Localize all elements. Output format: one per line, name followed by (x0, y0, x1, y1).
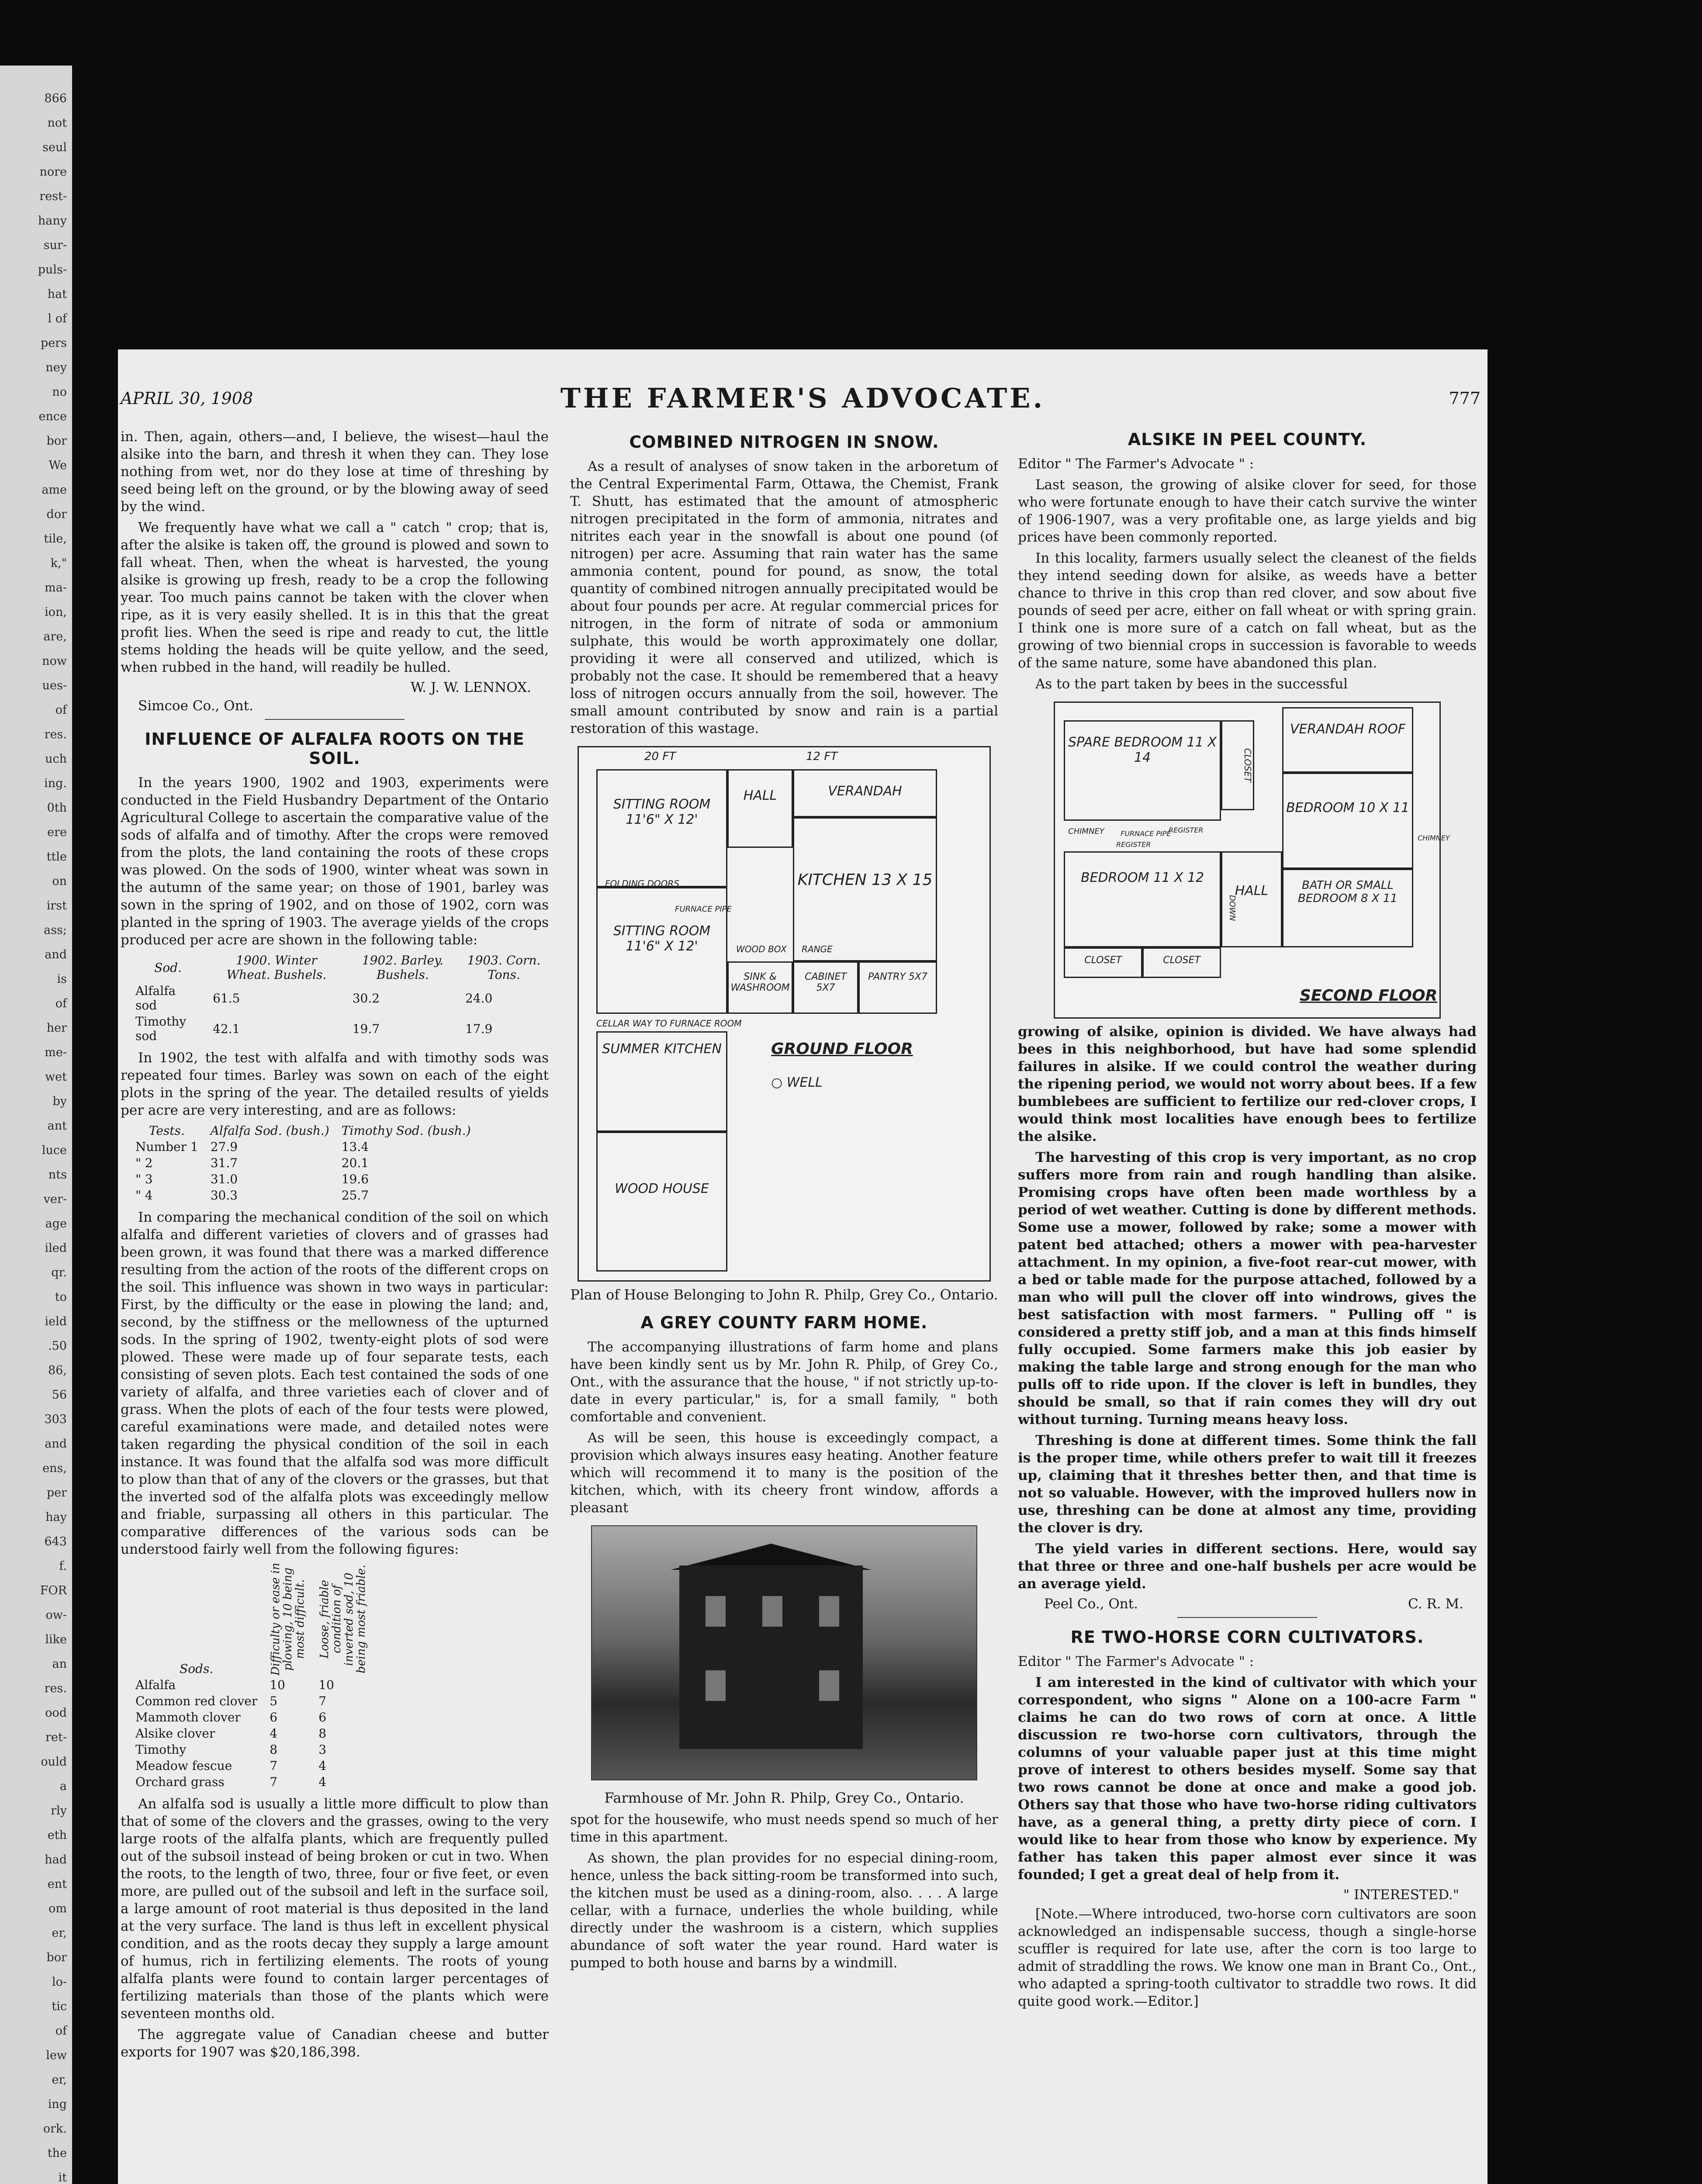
table-cell: " 3 (135, 1172, 153, 1186)
table-cell: " 2 (135, 1156, 153, 1170)
prev-page-fragment: er, (52, 2073, 67, 2087)
plan-room: SUMMER KITCHEN (596, 1031, 727, 1132)
window-shape (706, 1670, 726, 1701)
second-floor-plan (1054, 702, 1450, 1019)
article-heading: INFLUENCE OF ALFALFA ROOTS ON THE SOIL. (145, 729, 525, 768)
prev-page-fragment: res. (44, 728, 67, 741)
plan-room: CABINET 5X7 (793, 961, 858, 1014)
signature: C. R. M. (1408, 1596, 1463, 1612)
prev-page-fragment: 303 (44, 1413, 67, 1426)
article-heading: RE TWO-HORSE CORN CULTIVATORS. (1070, 1628, 1424, 1647)
prev-page-fragment: it (58, 2171, 67, 2184)
prev-page-fragment: ma- (45, 581, 67, 594)
prev-page-fragment: er, (52, 1926, 67, 1940)
plan-label: FURNACE PIPE (1121, 829, 1171, 838)
plan-label: CELLAR WAY TO FURNACE ROOM (596, 1018, 742, 1029)
plan-room: SITTING ROOM 11'6" X 12' (596, 887, 727, 1014)
table-row (129, 1725, 374, 1742)
table-row (129, 1013, 549, 1044)
prev-page-fragment: hat (47, 287, 67, 301)
previous-page-edge (0, 66, 72, 2184)
table-row (129, 1693, 374, 1709)
plan-dimension: 12 FT (806, 750, 838, 763)
plan-room: BATH OR SMALL BEDROOM 8 X 11 (1282, 869, 1413, 947)
editor-note: [Note.—Where introduced, two-horse corn cultivators are soon acknowledged an indispensable success, though a single-horse scuffler is required for late use, after the corn is too large to admit of straddling the rows. We know one man in Brant Co., Ont., who adapted a spring-tooth cultivator to straddle two rows. It did quite good work.—Editor.] (1018, 1906, 1477, 2009)
table-row (129, 1187, 477, 1203)
prev-page-fragment: lew (46, 2049, 67, 2062)
prev-page-fragment: no (52, 385, 67, 399)
newspaper-page (118, 349, 1488, 2184)
plan-label: CHIMNEY (1418, 834, 1450, 842)
prev-page-fragment: on (52, 874, 67, 888)
table-cell: Alsike clover (135, 1726, 215, 1741)
plan-room: CLOSET (1142, 947, 1221, 978)
paragraph: The yield varies in different sections. Here, would say that three or three and one-half bushels per acre would be an average yield. (1018, 1541, 1477, 1592)
window-shape (706, 1596, 726, 1627)
prev-page-fragment: are, (43, 630, 67, 643)
paragraph: I am interested in the kind of cultivator with which your correspondent, who signs " Alone on a 100-acre Farm " claims he can do two rows of corn at once. A little discussion re two-horse corn cultivators, through the columns of your valuable paper just at this time might prove of interest to others besides myself. Some say that two rows cannot be done at once and make a good job. Others say that those who have two-horse riding cultivators have, as a general thing, a pretty dirty piece of corn. I would like to hear from those who know by experience. My father has taken this paper almost ever since it was founded; I get a great deal of help from it. (1018, 1675, 1477, 1883)
tests-table (129, 1123, 477, 1203)
prev-page-fragment: bor (46, 434, 67, 448)
paragraph: The harvesting of this crop is very important, as no crop suffers more from rain and rough handling than alsike. Promising crops have often been made worthless by a period of wet weather. Cutting is done by different methods. Some use a mower, followed by rake; some a mower with patent bed attached; others a mower with pea-harvester attachment. In my opinion, a five-foot rear-cut mower, with a bed or table made for the purpose attached, followed by a man who will pull the clover off into windrows, gives the best satisfaction with most farmers. " Pulling off " is considered a pretty stiff job, and a man at this finds himself fully occupied. Some farmers make this job easier by making the table large and strong enough for the man who pulls off to ride upon. If the clover is left in bundles, they should be small, so that if rain comes they will dry out without turning. Turning means heavy loss. (1018, 1150, 1477, 1427)
prev-page-fragment: ass; (44, 923, 67, 937)
prev-page-fragment: her (46, 1021, 67, 1035)
table-header-text: Loose, friable condition of inverted sod, 10 being most friable. (318, 1565, 368, 1674)
prev-page-fragment: and (45, 948, 67, 961)
paragraph: growing of alsike, opinion is divided. We have always had bees in this neighborhood, but have had some splendid failures in alsike. If we could control the weather during the ripening period, we would not worry about bees. If a few bumblebees are sufficient to fertilize our red-clover crops, I would think most localities have enough bees to fertilize the alsike. (1018, 1024, 1477, 1144)
prev-page-fragment: per (46, 1486, 67, 1500)
paragraph: The aggregate value of Canadian cheese and butter exports for 1907 was $20,186,398. (121, 2027, 549, 2060)
table-cell: Meadow fescue (135, 1759, 232, 1773)
table-cell: 61.5 (213, 991, 240, 1006)
prev-page-fragment: bor (46, 1951, 67, 1964)
table-cell: Common red clover (135, 1694, 258, 1708)
table-header (312, 1562, 374, 1677)
plan-room: KITCHEN 13 X 15 (793, 817, 937, 961)
table-cell: 13.4 (341, 1140, 369, 1154)
prev-page-fragment: nore (39, 165, 67, 179)
table-cell: 19.6 (341, 1172, 369, 1186)
table-row (129, 1758, 374, 1774)
plan-label: WOOD BOX (736, 944, 787, 954)
prev-page-fragment: ould (41, 1755, 67, 1769)
table-cell: Alfalfa sod (135, 984, 176, 1013)
plan-room: CLOSET (1064, 947, 1142, 978)
prev-page-fragment: of (55, 703, 67, 717)
editor-line: Editor " The Farmer's Advocate " : (1018, 456, 1254, 472)
masthead-title: THE FARMER'S ADVOCATE. (560, 382, 1045, 414)
table-cell: 17.9 (465, 1021, 493, 1036)
table-cell: 20.1 (341, 1156, 369, 1170)
prev-page-fragment: not (47, 116, 67, 130)
table-cell: 30.3 (210, 1188, 238, 1203)
table-header: 1902. Barley. Bushels. (362, 953, 443, 982)
plan-room: HALL (1221, 851, 1282, 947)
table-cell: 7 (318, 1694, 327, 1708)
prev-page-fragment: ues- (42, 679, 67, 692)
prev-page-fragment: ood (45, 1706, 67, 1720)
table-header: Tests. (149, 1123, 185, 1138)
paragraph: In this locality, farmers usually select the cleanest of the fields they intend seeding down for alsike, as weeds have a better chance to thrive in this crop than red clover, and sow about five pounds of seed per acre, either on fall wheat or with spring grain. I think one is more sure of a catch on fall wheat, but as the growing of two biennial crops in succession is favorable to weeds of the same nature, some have abandoned this plan. (1018, 550, 1477, 671)
prev-page-fragment: of (55, 997, 67, 1010)
prev-page-fragment: irst (46, 899, 67, 912)
paragraph: Threshing is done at different times. Some think the fall is the proper time, while others prefer to wait till it freezes up, claiming that it threshes better then, and that time is not so valuable. However, with the improved hullers now in use, threshing can be done at almost any time, providing the clover is dry. (1018, 1433, 1477, 1536)
prev-page-fragment: ney (45, 361, 67, 374)
prev-page-fragment: FOR (40, 1584, 67, 1597)
signature-place: Simcoe Co., Ont. (138, 698, 253, 714)
prev-page-fragment: res. (44, 1682, 67, 1695)
prev-page-fragment: ing (48, 2098, 67, 2111)
prev-page-fragment: ing. (44, 777, 67, 790)
signature-place: Peel Co., Ont. (1044, 1596, 1138, 1612)
table-row (129, 1709, 374, 1725)
plan-label: RANGE (802, 944, 833, 954)
prev-page-fragment: 643 (44, 1535, 67, 1548)
prev-page-fragment: an (52, 1657, 67, 1671)
window-shape (762, 1596, 782, 1627)
table-row (129, 1742, 374, 1758)
prev-page-fragment: ence (38, 410, 67, 423)
paragraph: spot for the housewife, who must needs spend so much of her time in this apartment. (570, 1812, 998, 1845)
prev-page-fragment: ver- (43, 1192, 67, 1206)
article-heading: A GREY COUNTY FARM HOME. (640, 1313, 928, 1332)
prev-page-fragment: ttle (46, 850, 67, 864)
prev-page-fragment: puls- (38, 263, 67, 276)
paragraph: As will be seen, this house is exceedingly compact, a provision which always insures easy heating. Another feature which will recommend it to many is the position of the kitchen, which, with its cheery front window, affords a pleasant (570, 1430, 998, 1516)
table-cell: 8 (318, 1726, 327, 1741)
farmhouse-photo (591, 1525, 977, 1780)
column-3 (1018, 428, 1477, 2184)
prev-page-fragment: tile, (44, 532, 67, 546)
prev-page-fragment: eth (47, 1828, 67, 1842)
plan-room: SITTING ROOM 11'6" X 12' (596, 769, 727, 887)
prev-page-fragment: ret- (45, 1731, 67, 1744)
paragraph: In 1902, the test with alfalfa and with timothy sods was repeated four times. Barley was sown on each of the eight plots in the spring of the year. The detailed results of yields per acre are very interesting, and are as follows: (121, 1050, 549, 1118)
plan-floor-label: GROUND FLOOR (771, 1040, 913, 1058)
table-cell: 5 (270, 1694, 278, 1708)
prev-page-fragment: rest- (39, 190, 67, 203)
prev-page-fragment: uch (45, 752, 67, 766)
prev-page-fragment: .50 (48, 1339, 67, 1353)
plan-room: VERANDAH ROOF (1282, 707, 1413, 773)
table-cell: 31.7 (210, 1156, 238, 1170)
house-shape (679, 1565, 863, 1749)
signature: W. J. W. LENNOX. (410, 680, 531, 695)
plan-room: SPARE BEDROOM 11 X 14 (1064, 720, 1221, 821)
prev-page-fragment: k," (50, 556, 67, 570)
prev-page-fragment: age (45, 1217, 67, 1230)
prev-page-fragment: lo- (52, 1975, 67, 1989)
table-cell: 4 (270, 1726, 278, 1741)
paragraph: An alfalfa sod is usually a little more difficult to plow than that of some of the clovers and the grasses, owing to the very large roots of the alfalfa plants, which are frequently pulled out of the subsoil instead of being broken or cut in two. When the roots, to the length of two, three, four or five feet, or even more, are pulled out of the subsoil and left in the surface soil, a large amount of root material is thus deposited in the land at the very surface. The land is thus left in excellent physical condition, and as the roots decay they supply a large amount of humus, rich in fertilizing elements. The roots of young alfalfa plants were found to contain larger percentages of fertilizing materials than those of the plants which were seventeen months old. (121, 1796, 549, 2022)
prev-page-fragment: wet (45, 1070, 67, 1084)
table-cell: 31.0 (210, 1172, 238, 1186)
plan-room: PANTRY 5X7 (858, 961, 937, 1014)
table-cell: 10 (318, 1678, 334, 1692)
table-cell: 6 (270, 1710, 278, 1724)
paragraph: In the years 1900, 1902 and 1903, experiments were conducted in the Field Husbandry Department of the Ontario Agricultural College to ascertain the comparative value of the sods of alfalfa and of timothy. After the crops were removed from the plots, the land containing the roots of these crops was plowed. On the sods of 1900, winter wheat was sown in the autumn of the same year; on those of 1901, barley was sown in the spring of 1902, and on those of 1902, corn was planted in the spring of 1903. The average yields of the crops produced per acre are shown in the following table: (121, 775, 549, 948)
prev-page-fragment: ion, (45, 605, 67, 619)
divider (1177, 1617, 1317, 1618)
paragraph: As shown, the plan provides for no especial dining-room, hence, unless the back sitting-room be transformed into such, the kitchen must be used as a dining-room, also. . . . A large cellar, with a furnace, underlies the whole building, while directly under the washroom is a cistern, which supplies abundance of soft water the year round. Hard water is pumped to both house and barns by a windmill. (570, 1850, 998, 1971)
table-row (129, 1677, 374, 1693)
paragraph: As a result of analyses of snow taken in the arboretum of the Central Experimental Farm, Ottawa, the Chemist, Frank T. Shutt, has estimated that the amount of atmospheric nitrogen precipitated in the form of ammonia, nitrates and nitrites each year in the snowfall is about one pound (of nitrogen) per acre. Assuming that rain water has the same ammonia content, pound for pound, as snow, the total quantity of combined nitrogen annually precipitated would be about four pounds per acre. At regular commercial prices for nitrogen, in the form of nitrate of soda or ammonium sulphate, this would be worth approximately one dollar, providing it were all conserved and utilized, which is probably not the case. It should be remembered that a heavy loss of nitrogen occurs annually from the soil, however. The small amount contributed by snow and rain is a partial restoration of this wastage. (570, 459, 998, 736)
prev-page-fragment: ork. (43, 2122, 67, 2136)
prev-page-fragment: 56 (52, 1388, 67, 1402)
table-row (129, 983, 549, 1013)
table-cell: Number 1 (135, 1140, 198, 1154)
table-cell: 25.7 (341, 1188, 369, 1203)
photo-caption: Farmhouse of Mr. John R. Philp, Grey Co., Ontario. (604, 1790, 964, 1806)
prev-page-fragment: luce (42, 1144, 67, 1157)
plan-room: SINK & WASHROOM (727, 961, 793, 1014)
table-cell: 4 (318, 1775, 327, 1789)
prev-page-fragment: iled (45, 1241, 67, 1255)
table-header: Alfalfa Sod. (bush.) (210, 1123, 329, 1138)
table-cell: 7 (270, 1775, 278, 1789)
prev-page-fragment: the (47, 2146, 67, 2160)
table-header: Timothy Sod. (bush.) (341, 1123, 471, 1138)
prev-page-fragment: like (45, 1633, 67, 1646)
plan-label: REGISTER (1116, 840, 1151, 849)
prev-page-fragment: and (45, 1437, 67, 1451)
issue-date: APRIL 30, 1908 (121, 389, 253, 408)
table-cell: 30.2 (352, 991, 380, 1006)
table-header: Sods. (180, 1662, 214, 1676)
table-cell: 19.7 (352, 1021, 380, 1036)
prev-page-fragment: seul (42, 141, 67, 154)
prev-page-fragment: pers (40, 336, 67, 350)
prev-page-fragment: rly (51, 1804, 67, 1818)
prev-page-fragment: ens, (42, 1462, 67, 1475)
prev-page-fragment: 0th (47, 801, 67, 815)
ground-floor-plan (578, 746, 991, 1282)
table-row (129, 1774, 374, 1790)
prev-page-fragment: ield (45, 1315, 67, 1328)
table-cell: Orchard grass (135, 1775, 225, 1789)
plan-dimension: 20 FT (644, 750, 676, 763)
prev-page-fragment: 86, (48, 1364, 67, 1377)
prev-page-fragment: qr. (51, 1266, 67, 1279)
table-header-text: Difficulty or ease in plowing, 10 being most difficult. (269, 1562, 307, 1676)
table-row (129, 1171, 477, 1187)
table-cell: 27.9 (210, 1140, 238, 1154)
column-2 (570, 428, 998, 2184)
prev-page-fragment: sur- (43, 238, 67, 252)
plan-label: WELL (786, 1075, 823, 1090)
prev-page-fragment: a (59, 1780, 67, 1793)
prev-page-fragment: ere (47, 826, 67, 839)
table-cell: 8 (270, 1742, 278, 1757)
sods-table (129, 1562, 374, 1790)
plan-room: WOOD HOUSE (596, 1132, 727, 1272)
table-cell: 3 (318, 1742, 327, 1757)
window-shape (819, 1670, 839, 1701)
table-header (263, 1562, 312, 1677)
table-cell: 6 (318, 1710, 327, 1724)
table-cell: Timothy sod (135, 1014, 187, 1043)
plan-floor-label: SECOND FLOOR (1300, 987, 1438, 1005)
prev-page-fragment: om (48, 1902, 67, 1915)
divider (265, 719, 405, 720)
prev-page-fragment: ame (42, 483, 67, 497)
prev-page-fragment: nts (48, 1168, 67, 1182)
table-cell: " 4 (135, 1188, 153, 1203)
yield-table (129, 952, 549, 1044)
prev-page-fragment: of (55, 2024, 67, 2038)
prev-page-fragment: me- (45, 1046, 67, 1059)
editor-line: Editor " The Farmer's Advocate " : (1018, 1654, 1254, 1669)
paragraph: In comparing the mechanical condition of the soil on which alfalfa and different varieties of clovers and of grasses had been grown, it was found that there was a marked difference resulting from the action of the roots of the different crops on the soil. This influence was shown in two ways in particular: First, by the difficulty or the ease in plowing the land; and, second, by the stiffness or the mellowness of the upturned sods. In the spring of 1902, twenty-eight plots of sod were plowed. These were made up of four separate tests, each consisting of seven plots. Each test contained the sods of one variety of alfalfa, and three varieties each of clover and of grass. When the plots of each of the four tests were plowed, careful examinations were made, and detailed notes were taken regarding the physical condition of the soil in each instance. It was found that the alfalfa sod was more difficult to plow than that of any of the clovers or the grasses, but that the inverted sod of the alfalfa plots was exceedingly mellow and friable, surpassing all others in this particular. The comparative differences of the various sods can be understood fairly well from the following figures: (121, 1209, 549, 1557)
plan-room: VERANDAH (793, 769, 937, 817)
table-header: Sod. (154, 960, 182, 975)
prev-page-fragment: ant (47, 1119, 67, 1133)
signature: " INTERESTED." (1343, 1887, 1459, 1903)
plan-label: CHIMNEY (1068, 827, 1104, 836)
paragraph: in. Then, again, others—and, I believe, the wisest—haul the alsike into the barn, and thresh it when they can. They lose nothing from wet, nor do they lose at time of threshing by seed being left on the ground, or by the blowing away of seed by the wind. (121, 429, 549, 515)
plan-well: ○ WELL (771, 1075, 823, 1090)
table-header: 1900. Winter Wheat. Bushels. (226, 953, 327, 982)
plan-room: CLOSET (1221, 720, 1254, 810)
plan-room: BEDROOM 11 X 12 (1064, 851, 1221, 947)
paragraph: The accompanying illustrations of farm home and plans have been kindly sent us by Mr. John R. Philp, of Grey Co., Ont., with the assurance that the house, " if not strictly up-to-date in every particular," is, for a small family, " both comfortable and convenient. (570, 1339, 998, 1425)
prev-page-fragment: by (52, 1095, 67, 1108)
prev-page-fragment: l of (48, 312, 67, 325)
prev-page-fragment: hay (45, 1510, 67, 1524)
table-cell: 7 (270, 1759, 278, 1773)
table-cell: Alfalfa (135, 1678, 176, 1692)
prev-page-fragment: had (45, 1853, 67, 1866)
table-cell: Timothy (135, 1742, 187, 1757)
prev-page-fragment: tic (52, 2000, 67, 2013)
prev-page-fragment: We (48, 459, 67, 472)
table-cell: 10 (270, 1678, 285, 1692)
paragraph: As to the part taken by bees in the successful (1035, 676, 1348, 692)
table-header: 1903. Corn. Tons. (467, 953, 541, 982)
paragraph: Last season, the growing of alsike clover for seed, for those who were fortunate enough to have their catch survive the winter of 1906-1907, was a very profitable one, as large yields and big prices have been commonly reported. (1018, 477, 1477, 545)
prev-page-fragment: to (55, 1290, 67, 1304)
window-shape (819, 1596, 839, 1627)
prev-page-fragment: f. (59, 1559, 67, 1573)
prev-page-fragment: dor (46, 508, 67, 521)
table-cell: Mammoth clover (135, 1710, 241, 1724)
plan-caption: Plan of House Belonging to John R. Philp, Grey Co., Ontario. (570, 1286, 998, 1303)
signature-line (1044, 1596, 1463, 1612)
plan-label: FOLDING DOORS (605, 878, 679, 889)
article-heading: COMBINED NITROGEN IN SNOW. (629, 432, 939, 452)
plan-room: BEDROOM 10 X 11 (1282, 773, 1413, 869)
prev-page-fragment: now (42, 654, 67, 668)
prev-page-fragment: hany (38, 214, 67, 228)
column-1 (121, 428, 549, 2184)
prev-page-fragment: ow- (45, 1608, 67, 1622)
table-cell: 42.1 (213, 1021, 240, 1036)
prev-page-fragment: 866 (44, 92, 67, 105)
plan-room: HALL (727, 769, 793, 848)
prev-page-fragment: ent (47, 1877, 67, 1891)
paragraph: We frequently have what we call a " catch " crop; that is, after the alsike is taken off, the ground is plowed and sown to fall wheat. Then, when the wheat is harvested, the young alsike is growing up fresh, ready to be a crop the following year. Too much pains cannot be taken with the clover when ripe, as it is very easily shelled. It is in this that the great profit lies. When the seed is ripe and ready to cut, the little stems holding the heads will be quite yellow, and the seed, when rubbed in the hand, will readily be hulled. (121, 520, 549, 675)
prev-page-fragment: is (57, 972, 67, 986)
plan-label: DOWN (1228, 895, 1237, 921)
plan-label: FURNACE PIPE (675, 905, 732, 914)
plan-label: REGISTER (1169, 826, 1204, 834)
table-cell: 4 (318, 1759, 327, 1773)
page-number: 777 (1449, 389, 1481, 408)
article-heading: ALSIKE IN PEEL COUNTY. (1128, 430, 1367, 449)
table-row (129, 1139, 477, 1155)
table-row (129, 1155, 477, 1171)
table-cell: 24.0 (465, 991, 493, 1006)
